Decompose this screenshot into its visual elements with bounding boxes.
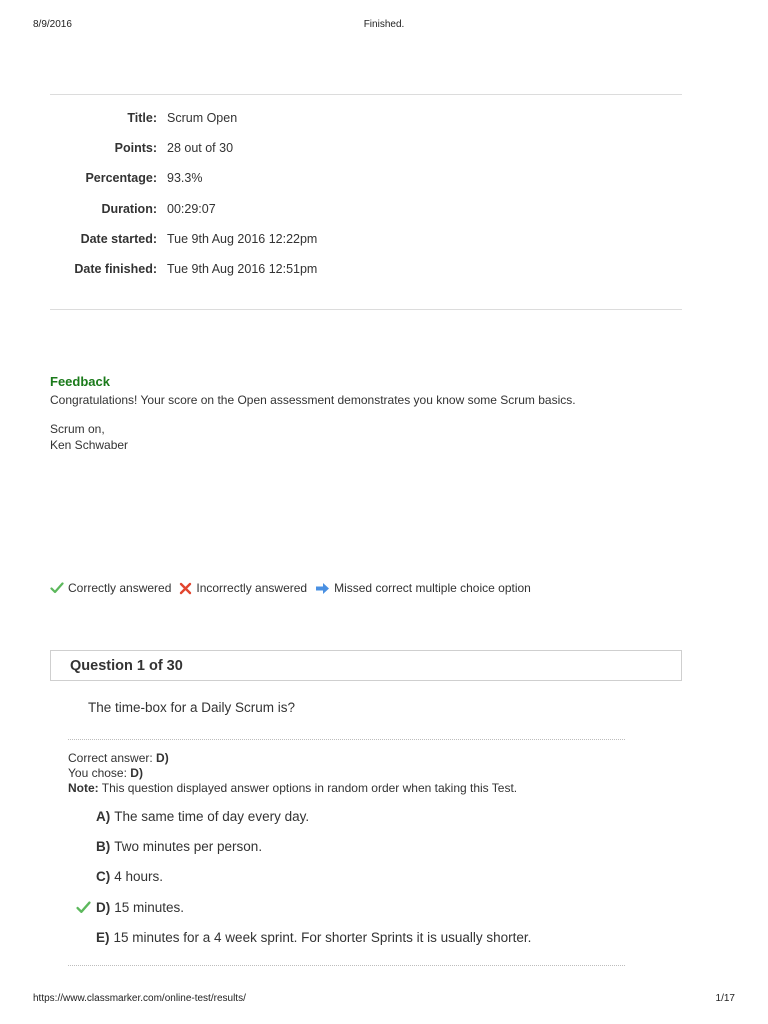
- option-text: The same time of day every day.: [114, 809, 310, 824]
- feedback-author: Ken Schwaber: [50, 438, 129, 452]
- cross-icon: [179, 582, 192, 595]
- option-text: 4 hours.: [114, 869, 164, 885]
- detail-row-title: [50, 108, 682, 138]
- question-header: [50, 650, 682, 681]
- question-title: Question 1 of 30: [70, 657, 183, 674]
- feedback-section: [50, 374, 682, 453]
- note-label: Note:: [68, 781, 99, 795]
- option-text: 15 minutes for a 4 week sprint. For shorter Sprints it is usually shorter.: [113, 929, 532, 945]
- result-details: [50, 108, 682, 289]
- detail-label: Date started:: [80, 231, 157, 246]
- feedback-message: Congratulations! Your score on the Open assessment demonstrates you know some Scrum basics.: [50, 393, 576, 407]
- detail-value: 93.3%: [167, 171, 203, 186]
- answer-option-e: [68, 929, 628, 959]
- detail-value: Tue 9th Aug 2016 12:22pm: [167, 231, 318, 246]
- detail-label: Percentage:: [85, 171, 157, 186]
- dotted-divider-top: [68, 739, 625, 740]
- detail-row-date-finished: [50, 259, 682, 289]
- detail-row-date-started: [50, 229, 682, 259]
- arrow-right-icon: [315, 582, 330, 595]
- detail-row-duration: [50, 199, 682, 229]
- detail-row-points: [50, 138, 682, 168]
- print-title: Finished.: [363, 19, 405, 30]
- answer-legend: [50, 581, 539, 595]
- answer-summary: [68, 751, 517, 796]
- option-letter: B): [96, 839, 111, 855]
- detail-label: Title:: [127, 111, 157, 125]
- print-date: 8/9/2016: [33, 19, 72, 30]
- you-chose-value: D): [130, 766, 143, 780]
- option-letter: C): [96, 869, 111, 885]
- divider-bottom: [50, 309, 682, 310]
- option-letter: D): [96, 899, 111, 915]
- option-text: Two minutes per person.: [114, 839, 263, 855]
- page-number: 1/17: [715, 993, 735, 1004]
- option-letter: E): [96, 929, 110, 945]
- correct-answer-value: D): [156, 751, 169, 765]
- note-text: This question displayed answer options in random order when taking this Test.: [101, 781, 518, 795]
- divider-top: [50, 94, 682, 95]
- correct-answer-line: [68, 751, 517, 766]
- option-text: 15 minutes.: [114, 899, 185, 915]
- legend-missed: Missed correct multiple choice option: [334, 581, 531, 595]
- checkmark-icon: [76, 899, 94, 917]
- answer-option-c: [68, 868, 628, 898]
- legend-incorrect: Incorrectly answered: [196, 581, 308, 595]
- answer-options: [68, 808, 628, 959]
- detail-value: 28 out of 30: [167, 141, 234, 156]
- answer-option-a: [68, 808, 628, 838]
- detail-label: Points:: [114, 141, 157, 156]
- checkmark-icon: [50, 581, 64, 595]
- answer-option-b: [68, 838, 628, 868]
- you-chose-label: You chose:: [68, 766, 127, 780]
- answer-option-d: [68, 899, 628, 929]
- print-url: https://www.classmarker.com/online-test/results/: [33, 993, 246, 1004]
- print-header: [33, 19, 735, 33]
- feedback-heading: Feedback: [50, 374, 110, 389]
- detail-value: 00:29:07: [167, 201, 216, 216]
- question-text: The time-box for a Daily Scrum is?: [88, 700, 296, 715]
- detail-label: Duration:: [101, 201, 157, 216]
- detail-value: Tue 9th Aug 2016 12:51pm: [167, 261, 318, 276]
- you-chose-line: [68, 766, 517, 781]
- dotted-divider-bottom: [68, 965, 625, 966]
- detail-label: Date finished:: [74, 261, 157, 276]
- note-line: [68, 781, 517, 796]
- detail-value: Scrum Open: [167, 111, 238, 125]
- correct-answer-label: Correct answer:: [68, 751, 153, 765]
- detail-row-percentage: [50, 168, 682, 198]
- option-letter: A): [96, 809, 111, 824]
- feedback-signoff: Scrum on,: [50, 422, 105, 436]
- legend-correct: Correctly answered: [68, 581, 172, 595]
